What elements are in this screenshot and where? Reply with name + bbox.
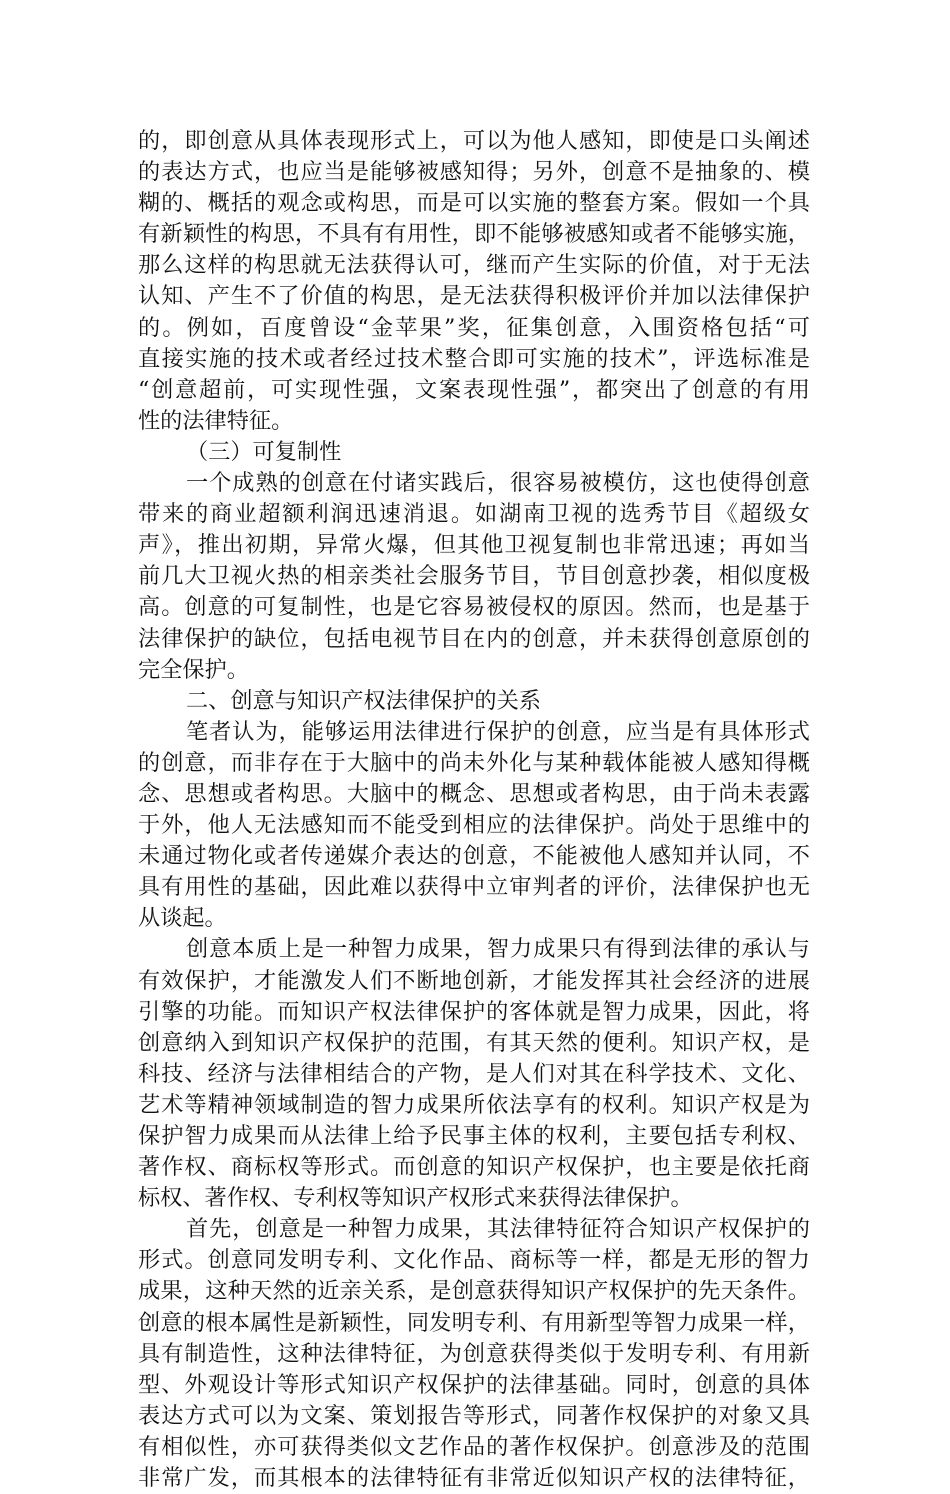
paragraph-line: 具有制造性，这种法律特征，为创意获得类似于发明专利、有用新 [138, 1340, 810, 1367]
paragraph-line: 于外，他人无法感知而不能受到相应的法律保护。尚处于思维中的 [138, 812, 810, 839]
paragraph-line: 创意本质上是一种智力成果，智力成果只有得到法律的承认与 [186, 936, 810, 963]
paragraph-line: 有效保护，才能激发人们不断地创新，才能发挥其社会经济的进展 [138, 967, 810, 994]
paragraph-line: 形式。创意同发明专利、文化作品、商标等一样，都是无形的智力 [138, 1247, 810, 1274]
paragraph-line: 一个成熟的创意在付诸实践后，很容易被模仿，这也使得创意 [186, 470, 810, 497]
paragraph-line: 表达方式可以为文案、策划报告等形式，同著作权保护的对象又具 [138, 1402, 810, 1429]
paragraph-line: 念、思想或者构思。大脑中的概念、思想或者构思，由于尚未表露 [138, 780, 810, 807]
paragraph-line: 成果，这种天然的近亲关系，是创意获得知识产权保护的先天条件。 [138, 1278, 810, 1305]
paragraph-line: 那么这样的构思就无法获得认可，继而产生实际的价值，对于无法 [138, 252, 810, 279]
paragraph-line: 首先，创意是一种智力成果，其法律特征符合知识产权保护的 [186, 1216, 810, 1243]
paragraph-line: 有新颖性的构思，不具有有用性，即不能够被感知或者不能够实施， [138, 221, 810, 248]
paragraph-line: 完全保护。 [138, 656, 249, 683]
paragraph-line: 糊的、概括的观念或构思，而是可以实施的整套方案。假如一个具 [138, 190, 810, 217]
paragraph-line: 科技、经济与法律相结合的产物，是人们对其在科学技术、文化、 [138, 1060, 810, 1087]
paragraph-line: 直接实施的技术或者经过技术整合即可实施的技术”，评选标准是 [138, 345, 810, 372]
paragraph-line: 标权、著作权、专利权等知识产权形式来获得法律保护。 [138, 1185, 693, 1212]
paragraph-line: 有相似性，亦可获得类似文艺作品的著作权保护。创意涉及的范围 [138, 1433, 810, 1460]
paragraph-line: 的，即创意从具体表现形式上，可以为他人感知，即使是口头阐述 [138, 128, 810, 154]
paragraph-line: 认知、产生不了价值的构思，是无法获得积极评价并加以法律保护 [138, 283, 810, 310]
paragraph-line: 创意纳入到知识产权保护的范围，有其天然的便利。知识产权，是 [138, 1029, 810, 1056]
document-body [138, 126, 810, 1494]
paragraph-line: 带来的商业超额利润迅速消退。如湖南卫视的选秀节目《超级女 [138, 501, 810, 528]
paragraph-line: 保护智力成果而从法律上给予民事主体的权利，主要包括专利权、 [138, 1123, 810, 1149]
paragraph-line: 高。创意的可复制性，也是它容易被侵权的原因。然而，也是基于 [138, 594, 810, 621]
paragraph-line: 著作权、商标权等形式。而创意的知识产权保护，也主要是依托商 [138, 1154, 810, 1181]
paragraph-line: 未通过物化或者传递媒介表达的创意，不能被他人感知并认同，不 [138, 843, 810, 870]
section-heading: 二、创意与知识产权法律保护的关系 [186, 687, 541, 714]
paragraph-line: 性的法律特征。 [138, 407, 294, 434]
paragraph-line: 的。例如，百度曾设“金苹果”奖，征集创意，入围资格包括“可 [138, 314, 810, 341]
paragraph-line: 艺术等精神领域制造的智力成果所依法享有的权利。知识产权是为 [138, 1091, 810, 1118]
paragraph-line: “创意超前，可实现性强，文案表现性强”，都突出了创意的有用 [138, 376, 810, 403]
paragraph-line: 型、外观设计等形式知识产权保护的法律基础。同时，创意的具体 [138, 1371, 810, 1398]
section-heading: （三）可复制性 [186, 438, 342, 465]
paragraph-line: 前几大卫视火热的相亲类社会服务节目，节目创意抄袭，相似度极 [138, 563, 810, 590]
paragraph-line: 的创意，而非存在于大脑中的尚未外化与某种载体能被人感知得概 [138, 749, 810, 776]
paragraph-line: 法律保护的缺位，包括电视节目在内的创意，并未获得创意原创的 [138, 625, 810, 652]
paragraph-line: 创意的根本属性是新颖性，同发明专利、有用新型等智力成果一样， [138, 1309, 810, 1336]
paragraph-line: 具有用性的基础，因此难以获得中立审判者的评价，法律保护也无 [138, 874, 810, 901]
paragraph-line: 非常广发，而其根本的法律特征有非常近似知识产权的法律特征， [138, 1465, 810, 1492]
paragraph-line: 笔者认为，能够运用法律进行保护的创意，应当是有具体形式 [186, 718, 810, 745]
paragraph-line: 声》，推出初期，异常火爆，但其他卫视复制也非常迅速；再如当 [138, 532, 810, 559]
paragraph-line: 从谈起。 [138, 905, 227, 932]
paragraph-line: 引擎的功能。而知识产权法律保护的客体就是智力成果，因此，将 [138, 998, 810, 1025]
paragraph-line: 的表达方式，也应当是能够被感知得；另外，创意不是抽象的、模 [138, 159, 810, 186]
